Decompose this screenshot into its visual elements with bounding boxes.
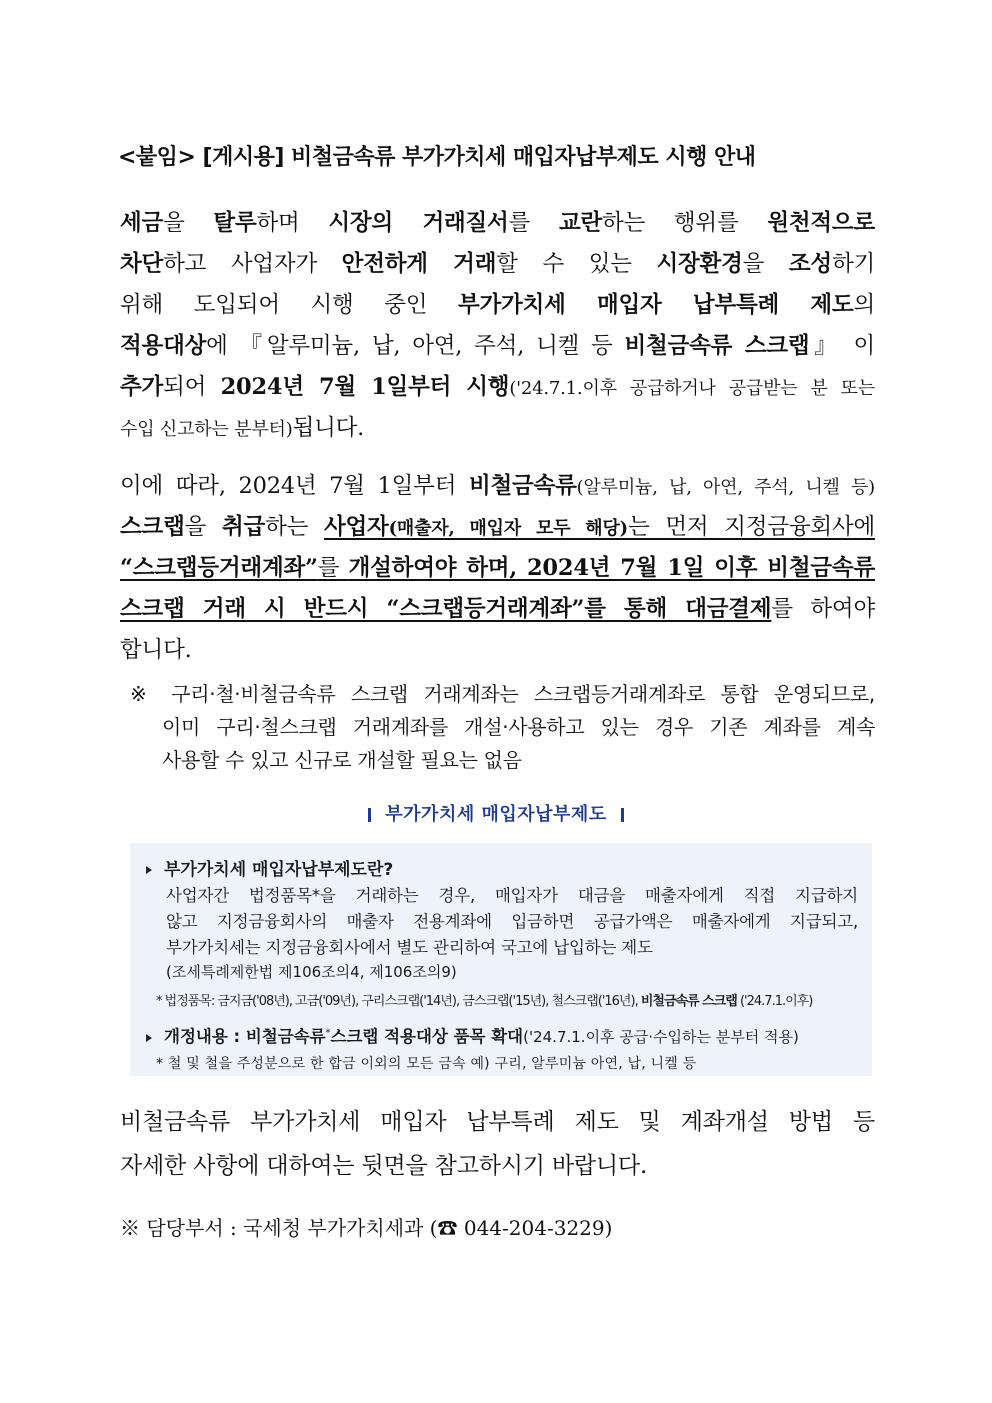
text-run: 조성 <box>788 251 832 277</box>
intro-paragraph <box>120 203 875 449</box>
definition-line: 사업자간 법정품목*을 거래하는 경우, 매입자가 대금을 매출자에게 직접 지급하지 <box>166 886 858 905</box>
text-run: 시장환경 <box>656 251 743 277</box>
intro-line <box>120 326 875 367</box>
text-run: 2024년 7월 1일부터 시행 <box>220 374 510 400</box>
statutory-items-footnote: * 법정품목: 금지금('08년), 고금('09년), 구리스크랩('14년), 금스크랩('15년), 철스크랩('16년), 비철금속류 스크랩 ('24.7.1.이후) <box>156 994 813 1009</box>
text-run: 탈루 <box>213 210 257 236</box>
text-run: 』 이 <box>809 333 875 359</box>
text-run: 개설하여야 하며, 2024년 7월 1일 이후 비철금속류 <box>348 555 875 581</box>
intro-line <box>120 203 875 244</box>
contact-label: ※ 담당부서 : 국세청 부가가치세과 ( <box>120 1216 438 1240</box>
text-run: 는 먼저 지정금융회사에 <box>627 514 875 540</box>
change-heading: 개정내용 : 비철금속류*스크랩 적용대상 품목 확대('24.7.1.이후 공급·수입하는 분부터 적용) <box>146 1023 858 1047</box>
triangle-bullet-icon <box>146 866 152 874</box>
text-run: 하는 행위를 <box>602 210 768 236</box>
text-run: 되어 <box>163 374 221 400</box>
closing-paragraph <box>120 1100 875 1188</box>
title-text: [게시용] 비철금속류 부가가치세 매입자납부제도 시행 안내 <box>195 145 756 170</box>
title-prefix: <붙임> <box>118 145 196 170</box>
text-run: 를 <box>317 555 349 581</box>
contact-phone: 044-204-3229) <box>457 1216 613 1240</box>
closing-line: 자세한 사항에 대하여는 뒷면을 참고하시기 바랍니다. <box>120 1153 648 1179</box>
text-run: 위해 도입되어 시행 중인 <box>120 292 458 318</box>
text-run: 이에 따라, 2024년 7월 1일부터 <box>120 473 469 499</box>
text-run: 을 <box>184 514 222 540</box>
text-run: 을 <box>742 251 789 277</box>
page-title <box>118 140 878 171</box>
text-run: 시장의 거래질서 <box>328 210 509 236</box>
account-paragraph <box>120 466 875 671</box>
change-footnote: * 철 및 철을 주성분으로 한 합금 이외의 모든 금속 예) 구리, 알루미늄 아연, 납, 니켈 등 <box>156 1056 697 1072</box>
bar-right-icon <box>621 808 624 822</box>
text-run: 스크랩 거래 시 반드시 “스크랩등거래계좌”를 통해 대금결제 <box>120 596 772 622</box>
text-run: 비철금속류 스크랩 <box>624 333 810 359</box>
box-heading <box>0 800 992 826</box>
account-line <box>120 466 875 507</box>
text-run: (알루미늄, 납, 아연, 주석, 니켈 등) <box>576 477 875 498</box>
contact-line <box>120 1212 612 1241</box>
text-run: 교란 <box>558 210 603 236</box>
text-run: 하는 <box>265 514 324 540</box>
account-line <box>120 589 875 630</box>
intro-line <box>120 367 875 408</box>
text-run: 에 『알루미늄, 납, 아연, 주석, 니켈 등 <box>206 333 625 359</box>
intro-line <box>120 408 875 449</box>
intro-line <box>120 285 875 326</box>
text-run: 수입 신고하는 분부터) <box>120 419 293 440</box>
text-run: 하며 <box>256 210 329 236</box>
text-run: 적용대상 <box>120 333 207 359</box>
box-heading-text: 부가가치세 매입자납부제도 <box>385 804 607 825</box>
text-run: 을 <box>163 210 214 236</box>
phone-icon: ☎ <box>437 1216 458 1240</box>
text-run: 할 수 있는 <box>496 251 657 277</box>
text-run: 차단 <box>120 251 164 277</box>
text-run: 하고 사업자가 <box>163 251 342 277</box>
account-line <box>120 630 875 671</box>
definition-heading: 부가가치세 매입자납부제도란? <box>146 855 858 880</box>
definition-line: 않고 지정금융회사의 매출자 전용계좌에 입금하면 공급가액은 매출자에게 지급되고, <box>166 912 858 931</box>
text-run: 추가 <box>120 374 164 400</box>
text-run: 안전하게 거래 <box>341 251 497 277</box>
text-run: 의 <box>853 292 876 318</box>
note-line: 이미 구리·철스크랩 거래계좌를 개설·사용하고 있는 경우 기존 계좌를 계속 <box>162 715 875 739</box>
text-run: 스크랩 <box>120 514 185 540</box>
account-line <box>120 507 875 548</box>
text-run: 를 하여야 <box>771 596 876 622</box>
text-run: 됩니다. <box>292 415 365 441</box>
definition-line: 부가가치세는 지정금융회사에서 별도 관리하여 국고에 납입하는 제도 <box>166 938 653 957</box>
text-run: 부가가치세 매입자 납부특례 제도 <box>457 292 854 318</box>
text-run: ('24.7.1.이후 공급하거나 공급받는 분 또는 <box>509 378 875 399</box>
text-run: (매출자, 매입자 모두 해당) <box>388 518 628 539</box>
bar-left-icon <box>368 808 371 822</box>
text-run: 원천적으로 <box>767 210 875 236</box>
text-run: “스크랩등거래계좌” <box>120 555 318 581</box>
text-run: 취급 <box>221 514 266 540</box>
info-box <box>130 843 872 1076</box>
text-run: 사업자 <box>323 514 389 540</box>
text-run: 합니다. <box>120 637 192 663</box>
text-run: 비철금속류 <box>468 473 577 499</box>
intro-line <box>120 244 875 285</box>
integration-note <box>130 678 875 777</box>
account-line <box>120 548 875 589</box>
closing-line: 비철금속류 부가가치세 매입자 납부특례 제도 및 계좌개설 방법 등 <box>120 1109 875 1135</box>
note-line: ※ 구리·철·비철금속류 스크랩 거래계좌는 스크랩등거래계좌로 통합 운영되므로, <box>130 682 875 706</box>
note-line: 사용할 수 있고 신규로 개설할 필요는 없음 <box>162 748 522 772</box>
law-reference: (조세특례제한법 제106조의4, 제106조의9) <box>166 963 457 981</box>
triangle-bullet-icon <box>146 1034 152 1042</box>
text-run: 세금 <box>120 210 164 236</box>
text-run: 하기 <box>831 251 876 277</box>
text-run: 를 <box>508 210 559 236</box>
